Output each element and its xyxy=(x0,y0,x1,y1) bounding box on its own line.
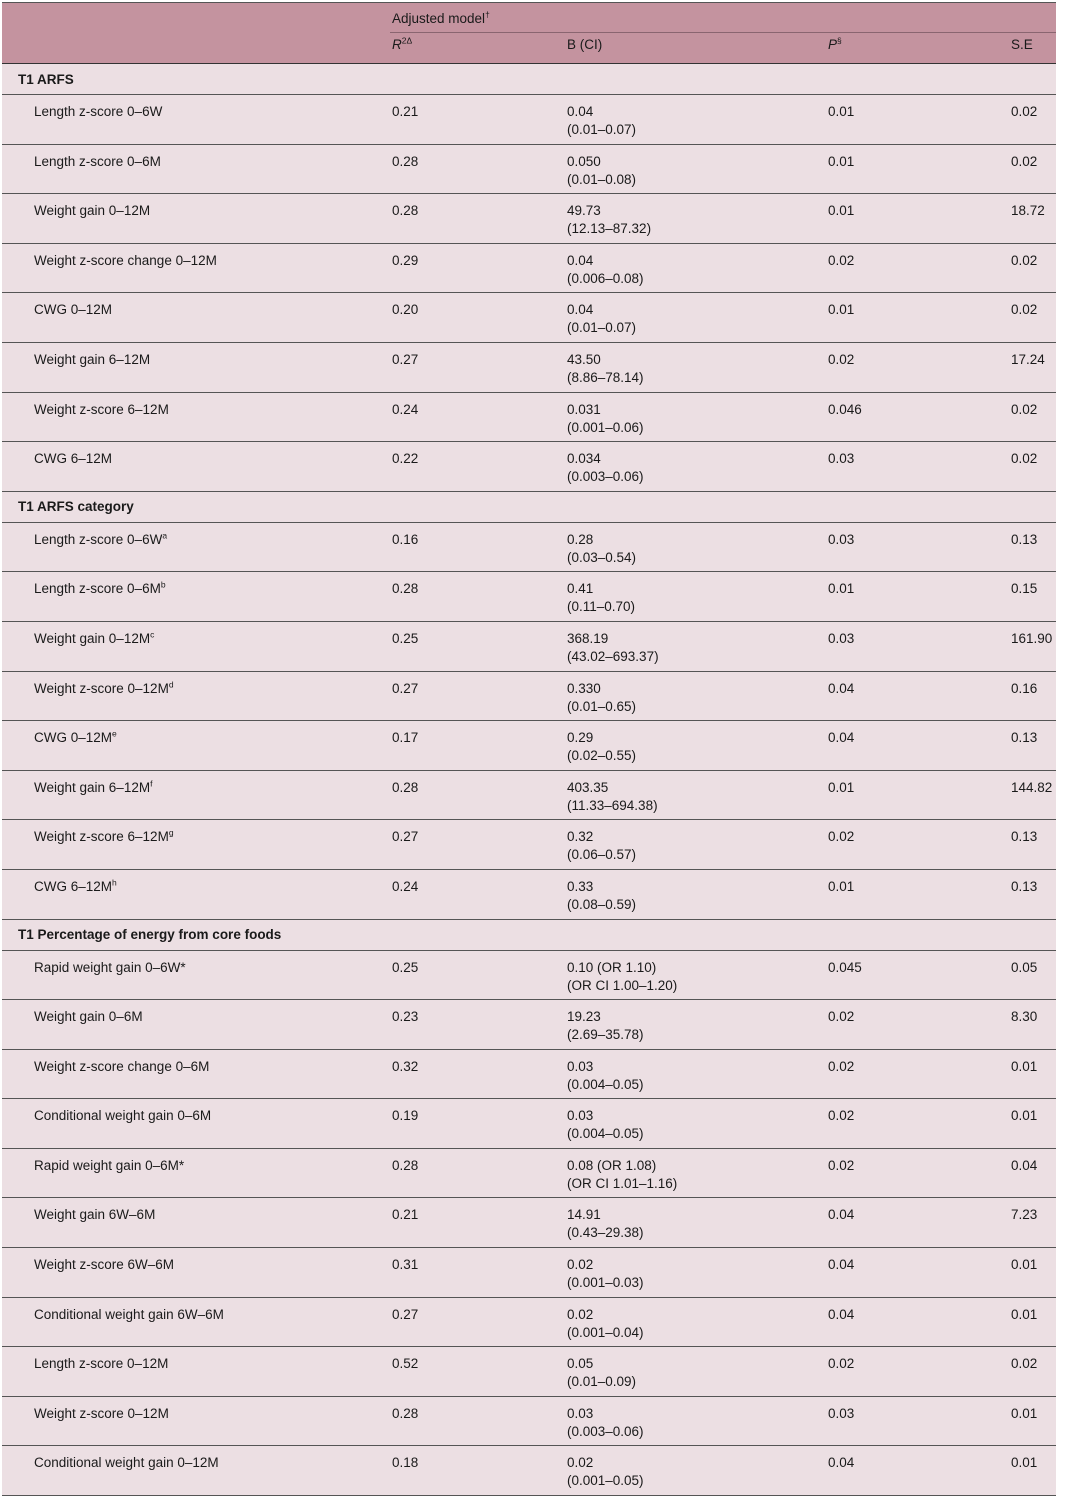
cell-se: 0.04 xyxy=(1009,1148,1056,1198)
adjusted-model-heading: Adjusted model† xyxy=(392,9,490,26)
cell-p: 0.04 xyxy=(826,721,1009,771)
cell-p: 0.01 xyxy=(826,293,1009,343)
row-footnote-marker: c xyxy=(150,629,155,640)
cell-r2: 0.32 xyxy=(390,1049,565,1099)
table-row xyxy=(2,1049,1056,1099)
cell-p: 0.03 xyxy=(826,442,1009,492)
cell-b-ci xyxy=(565,342,826,392)
row-footnote-marker: f xyxy=(150,778,153,789)
cell-b-ci xyxy=(565,194,826,244)
table-row xyxy=(2,1347,1056,1397)
table-row xyxy=(2,522,1056,572)
cell-r2: 0.22 xyxy=(390,442,565,492)
cell-ci: (0.01–0.08) xyxy=(567,171,637,187)
cell-b-ci xyxy=(565,1148,826,1198)
cell-r2: 0.21 xyxy=(390,95,565,145)
cell-p: 0.02 xyxy=(826,1148,1009,1198)
row-label: CWG 6–12M xyxy=(2,442,390,492)
cell-r2: 0.28 xyxy=(390,1396,565,1446)
table-row xyxy=(2,671,1056,721)
row-label: Weight z-score 6–12M xyxy=(2,392,390,442)
cell-ci: (11.33–694.38) xyxy=(567,797,658,813)
cell-p: 0.02 xyxy=(826,243,1009,293)
cell-r2: 0.28 xyxy=(390,572,565,622)
cell-b: 0.04 xyxy=(567,302,594,318)
cell-b-ci xyxy=(565,95,826,145)
cell-se: 7.23 xyxy=(1009,1198,1056,1248)
cell-se: 0.02 xyxy=(1009,95,1056,145)
cell-se: 0.16 xyxy=(1009,671,1056,721)
cell-p: 0.04 xyxy=(826,671,1009,721)
header-row-group xyxy=(2,3,1056,34)
header-blank-2 xyxy=(2,33,390,64)
cell-p: 0.01 xyxy=(826,95,1009,145)
cell-ci: (OR CI 1.00–1.20) xyxy=(567,977,678,993)
cell-b-ci xyxy=(565,621,826,671)
cell-r2: 0.24 xyxy=(390,869,565,919)
cell-p: 0.03 xyxy=(826,1396,1009,1446)
table-row xyxy=(2,392,1056,442)
cell-r2: 0.28 xyxy=(390,144,565,194)
cell-ci: (0.001–0.03) xyxy=(567,1275,644,1291)
row-label: Length z-score 0–6M xyxy=(2,144,390,194)
section-title: T1 ARFS xyxy=(2,64,1056,95)
cell-b: 0.29 xyxy=(567,730,594,746)
cell-se: 144.82 xyxy=(1009,770,1056,820)
cell-r2: 0.21 xyxy=(390,1198,565,1248)
cell-se: 0.02 xyxy=(1009,144,1056,194)
cell-p: 0.01 xyxy=(826,572,1009,622)
cell-ci: (0.004–0.05) xyxy=(567,1126,644,1142)
section-title: T1 Percentage of energy from core foods xyxy=(2,919,1056,950)
cell-r2: 0.24 xyxy=(390,392,565,442)
row-footnote-marker: g xyxy=(168,827,174,838)
cell-b-ci xyxy=(565,1000,826,1050)
row-footnote-marker: e xyxy=(112,728,117,739)
row-label: Weight gain 6W–6M xyxy=(2,1198,390,1248)
row-label: Conditional weight gain 0–6M xyxy=(2,1099,390,1149)
cell-r2: 0.25 xyxy=(390,950,565,1000)
cell-p: 0.04 xyxy=(826,1248,1009,1298)
cell-b: 0.41 xyxy=(567,581,594,597)
cell-b: 0.05 xyxy=(567,1356,594,1372)
cell-ci: (0.001–0.04) xyxy=(567,1324,644,1340)
cell-p: 0.02 xyxy=(826,1099,1009,1149)
cell-se: 0.01 xyxy=(1009,1297,1056,1347)
cell-se: 0.02 xyxy=(1009,293,1056,343)
cell-b-ci xyxy=(565,442,826,492)
cell-b: 43.50 xyxy=(567,351,601,367)
cell-p: 0.03 xyxy=(826,522,1009,572)
row-label: CWG 0–12M xyxy=(2,293,390,343)
cell-se: 0.13 xyxy=(1009,869,1056,919)
section-row xyxy=(2,64,1056,95)
cell-ci: (0.11–0.70) xyxy=(567,599,636,615)
cell-p: 0.01 xyxy=(826,144,1009,194)
group-underline xyxy=(390,32,1056,33)
row-label: Weight gain $0-12M^c$ xyxy=(2,621,390,671)
cell-se: 0.02 xyxy=(1009,1347,1056,1397)
cell-ci: (0.01–0.07) xyxy=(567,122,637,137)
cell-r2: 0.23 xyxy=(390,1000,565,1050)
row-label: Length z-score $0-6M^b$ xyxy=(2,572,390,622)
cell-p: 0.01 xyxy=(826,770,1009,820)
cell-r2: 0.16 xyxy=(390,522,565,572)
cell-b: 368.19 xyxy=(567,630,609,646)
cell-b: 0.330 xyxy=(567,680,601,696)
results-table xyxy=(2,2,1056,1496)
table-row xyxy=(2,1248,1056,1298)
cell-b: 0.02 xyxy=(567,1257,594,1273)
header-row-columns xyxy=(2,33,1056,64)
cell-b-ci xyxy=(565,293,826,343)
cell-r2: 0.28 xyxy=(390,194,565,244)
cell-ci: (0.06–0.57) xyxy=(567,847,637,863)
cell-ci: (0.004–0.05) xyxy=(567,1076,644,1092)
cell-p: 0.02 xyxy=(826,1000,1009,1050)
cell-se: 0.01 xyxy=(1009,1099,1056,1149)
cell-b: 0.33 xyxy=(567,878,594,894)
cell-ci: (0.08–0.59) xyxy=(567,896,637,912)
cell-b-ci xyxy=(565,1099,826,1149)
cell-r2: 0.27 xyxy=(390,342,565,392)
table-body xyxy=(2,64,1056,1496)
row-label: Weight gain $6-12M^f$ xyxy=(2,770,390,820)
cell-se: 8.30 xyxy=(1009,1000,1056,1050)
cell-p: 0.046 xyxy=(826,392,1009,442)
cell-ci: (2.69–35.78) xyxy=(567,1027,644,1043)
cell-r2: 0.25 xyxy=(390,621,565,671)
cell-b-ci xyxy=(565,1049,826,1099)
cell-r2: 0.17 xyxy=(390,721,565,771)
cell-b: 0.32 xyxy=(567,829,594,845)
cell-se: 0.15 xyxy=(1009,572,1056,622)
table-row xyxy=(2,721,1056,771)
cell-b-ci xyxy=(565,950,826,1000)
table-row xyxy=(2,1396,1056,1446)
cell-se: 0.13 xyxy=(1009,721,1056,771)
cell-se: 0.02 xyxy=(1009,442,1056,492)
cell-se: 0.13 xyxy=(1009,522,1056,572)
cell-ci: (0.01–0.65) xyxy=(567,698,637,714)
table-row xyxy=(2,144,1056,194)
cell-se: 17.24 xyxy=(1009,342,1056,392)
table-row xyxy=(2,621,1056,671)
cell-ci: (0.003–0.06) xyxy=(567,1423,644,1439)
cell-b: 0.28 xyxy=(567,531,594,547)
col-header-r2: $R^{2\Delta}$ xyxy=(390,33,565,64)
cell-ci: (0.001–0.06) xyxy=(567,419,644,435)
table-row xyxy=(2,1099,1056,1149)
table-row xyxy=(2,194,1056,244)
cell-b: 403.35 xyxy=(567,779,609,795)
table-row xyxy=(2,95,1056,145)
cell-b-ci xyxy=(565,144,826,194)
cell-r2: 0.27 xyxy=(390,820,565,870)
cell-b: 0.03 xyxy=(567,1108,594,1124)
row-label: Weight gain 0–12M xyxy=(2,194,390,244)
cell-b-ci xyxy=(565,522,826,572)
cell-b: 0.10 (OR 1.10) xyxy=(567,959,657,975)
cell-b: 0.04 xyxy=(567,252,594,268)
section-title: T1 ARFS category xyxy=(2,491,1056,522)
table-row xyxy=(2,572,1056,622)
row-label: Rapid weight gain 0–6M* xyxy=(2,1148,390,1198)
table-row xyxy=(2,243,1056,293)
cell-ci: (OR CI 1.01–1.16) xyxy=(567,1175,678,1191)
cell-b: 19.23 xyxy=(567,1009,601,1025)
cell-b-ci xyxy=(565,770,826,820)
table-row xyxy=(2,869,1056,919)
cell-b-ci xyxy=(565,572,826,622)
cell-ci: (0.003–0.06) xyxy=(567,469,644,485)
cell-b-ci xyxy=(565,820,826,870)
cell-ci: (0.03–0.54) xyxy=(567,549,637,565)
cell-r2: 0.28 xyxy=(390,1148,565,1198)
row-label: Weight gain 6–12M xyxy=(2,342,390,392)
cell-b: 0.034 xyxy=(567,451,601,467)
cell-b-ci xyxy=(565,1446,826,1496)
row-footnote-marker: h xyxy=(112,877,117,888)
cell-r2: 0.31 xyxy=(390,1248,565,1298)
table-row xyxy=(2,1148,1056,1198)
cell-se: 0.01 xyxy=(1009,1248,1056,1298)
row-label: Length z-score 0–6W xyxy=(2,95,390,145)
table-row xyxy=(2,950,1056,1000)
col-header-b: B (CI) xyxy=(565,33,826,64)
row-label: Weight z-score change 0–12M xyxy=(2,243,390,293)
cell-p: 0.02 xyxy=(826,820,1009,870)
cell-se: 0.02 xyxy=(1009,392,1056,442)
cell-r2: 0.27 xyxy=(390,1297,565,1347)
cell-b: 0.02 xyxy=(567,1455,594,1471)
cell-b: 0.050 xyxy=(567,153,601,169)
cell-p: 0.02 xyxy=(826,1049,1009,1099)
cell-p: 0.01 xyxy=(826,194,1009,244)
row-label: Length z-score $0-6W^a$ xyxy=(2,522,390,572)
cell-b-ci xyxy=(565,1396,826,1446)
row-label: Weight z-score $0-12M^d$ xyxy=(2,671,390,721)
cell-b-ci xyxy=(565,869,826,919)
cell-b: 0.03 xyxy=(567,1058,594,1074)
cell-ci: (0.43–29.38) xyxy=(567,1225,644,1241)
section-row xyxy=(2,919,1056,950)
cell-ci: (0.01–0.07) xyxy=(567,320,637,336)
section-row xyxy=(2,491,1056,522)
cell-b-ci xyxy=(565,671,826,721)
row-label: CWG $6-12M^h$ xyxy=(2,869,390,919)
row-footnote-marker: a xyxy=(162,530,168,541)
cell-ci: (8.86–78.14) xyxy=(567,369,644,385)
col-header-se: S.E xyxy=(1009,33,1056,64)
cell-b: 14.91 xyxy=(567,1207,601,1223)
cell-ci: (0.01–0.09) xyxy=(567,1374,637,1390)
cell-se: 0.05 xyxy=(1009,950,1056,1000)
cell-ci: (43.02–693.37) xyxy=(567,648,659,664)
row-label: Weight z-score 0–12M xyxy=(2,1396,390,1446)
cell-ci: (12.13–87.32) xyxy=(567,221,652,237)
row-label: Weight z-score $6-12M^g$ xyxy=(2,820,390,870)
cell-se: 161.90 xyxy=(1009,621,1056,671)
cell-b-ci xyxy=(565,1248,826,1298)
table-row xyxy=(2,820,1056,870)
cell-b-ci xyxy=(565,1347,826,1397)
row-label: Conditional weight gain 0–12M xyxy=(2,1446,390,1496)
cell-se: 0.02 xyxy=(1009,243,1056,293)
row-label: Weight z-score change 0–6M xyxy=(2,1049,390,1099)
cell-ci: (0.001–0.05) xyxy=(567,1473,644,1489)
table-row xyxy=(2,342,1056,392)
cell-r2: 0.29 xyxy=(390,243,565,293)
cell-b: 49.73 xyxy=(567,203,601,219)
cell-b-ci xyxy=(565,1198,826,1248)
col-header-p: P§ xyxy=(826,33,1009,64)
cell-se: 18.72 xyxy=(1009,194,1056,244)
cell-b-ci xyxy=(565,721,826,771)
row-label: Weight z-score 6W–6M xyxy=(2,1248,390,1298)
table-row xyxy=(2,1446,1056,1496)
table-row xyxy=(2,1297,1056,1347)
table-row xyxy=(2,1198,1056,1248)
row-footnote-marker: d xyxy=(168,679,174,690)
cell-b: 0.02 xyxy=(567,1306,594,1322)
cell-p: 0.045 xyxy=(826,950,1009,1000)
cell-b: 0.031 xyxy=(567,401,601,417)
cell-ci: (0.02–0.55) xyxy=(567,748,637,764)
row-label: Weight gain 0–6M xyxy=(2,1000,390,1050)
row-label: CWG 0–12Me xyxy=(2,721,390,771)
cell-p: 0.01 xyxy=(826,869,1009,919)
cell-r2: 0.18 xyxy=(390,1446,565,1496)
cell-r2: 0.27 xyxy=(390,671,565,721)
cell-p: 0.02 xyxy=(826,342,1009,392)
cell-se: 0.01 xyxy=(1009,1446,1056,1496)
cell-b-ci xyxy=(565,1297,826,1347)
cell-r2: 0.28 xyxy=(390,770,565,820)
table-row xyxy=(2,293,1056,343)
header-group-cell xyxy=(390,3,1056,34)
cell-r2: 0.20 xyxy=(390,293,565,343)
cell-p: 0.03 xyxy=(826,621,1009,671)
cell-b: 0.04 xyxy=(567,104,594,119)
cell-p: 0.04 xyxy=(826,1297,1009,1347)
row-label: Conditional weight gain 6W–6M xyxy=(2,1297,390,1347)
row-label: Length z-score 0–12M xyxy=(2,1347,390,1397)
cell-r2: 0.19 xyxy=(390,1099,565,1149)
cell-p: 0.04 xyxy=(826,1198,1009,1248)
cell-se: 0.01 xyxy=(1009,1396,1056,1446)
table-row xyxy=(2,1000,1056,1050)
cell-p: 0.02 xyxy=(826,1347,1009,1397)
cell-se: 0.01 xyxy=(1009,1049,1056,1099)
cell-b-ci xyxy=(565,243,826,293)
cell-b-ci xyxy=(565,392,826,442)
table-row xyxy=(2,770,1056,820)
header-blank xyxy=(2,3,390,34)
cell-b: 0.03 xyxy=(567,1405,594,1421)
cell-se: 0.13 xyxy=(1009,820,1056,870)
cell-ci: (0.006–0.08) xyxy=(567,270,644,286)
row-label: Rapid weight gain 0–6W* xyxy=(2,950,390,1000)
row-footnote-marker: b xyxy=(160,579,166,590)
cell-p: 0.04 xyxy=(826,1446,1009,1496)
cell-b: 0.08 (OR 1.08) xyxy=(567,1157,657,1173)
table-row xyxy=(2,442,1056,492)
cell-r2: 0.52 xyxy=(390,1347,565,1397)
